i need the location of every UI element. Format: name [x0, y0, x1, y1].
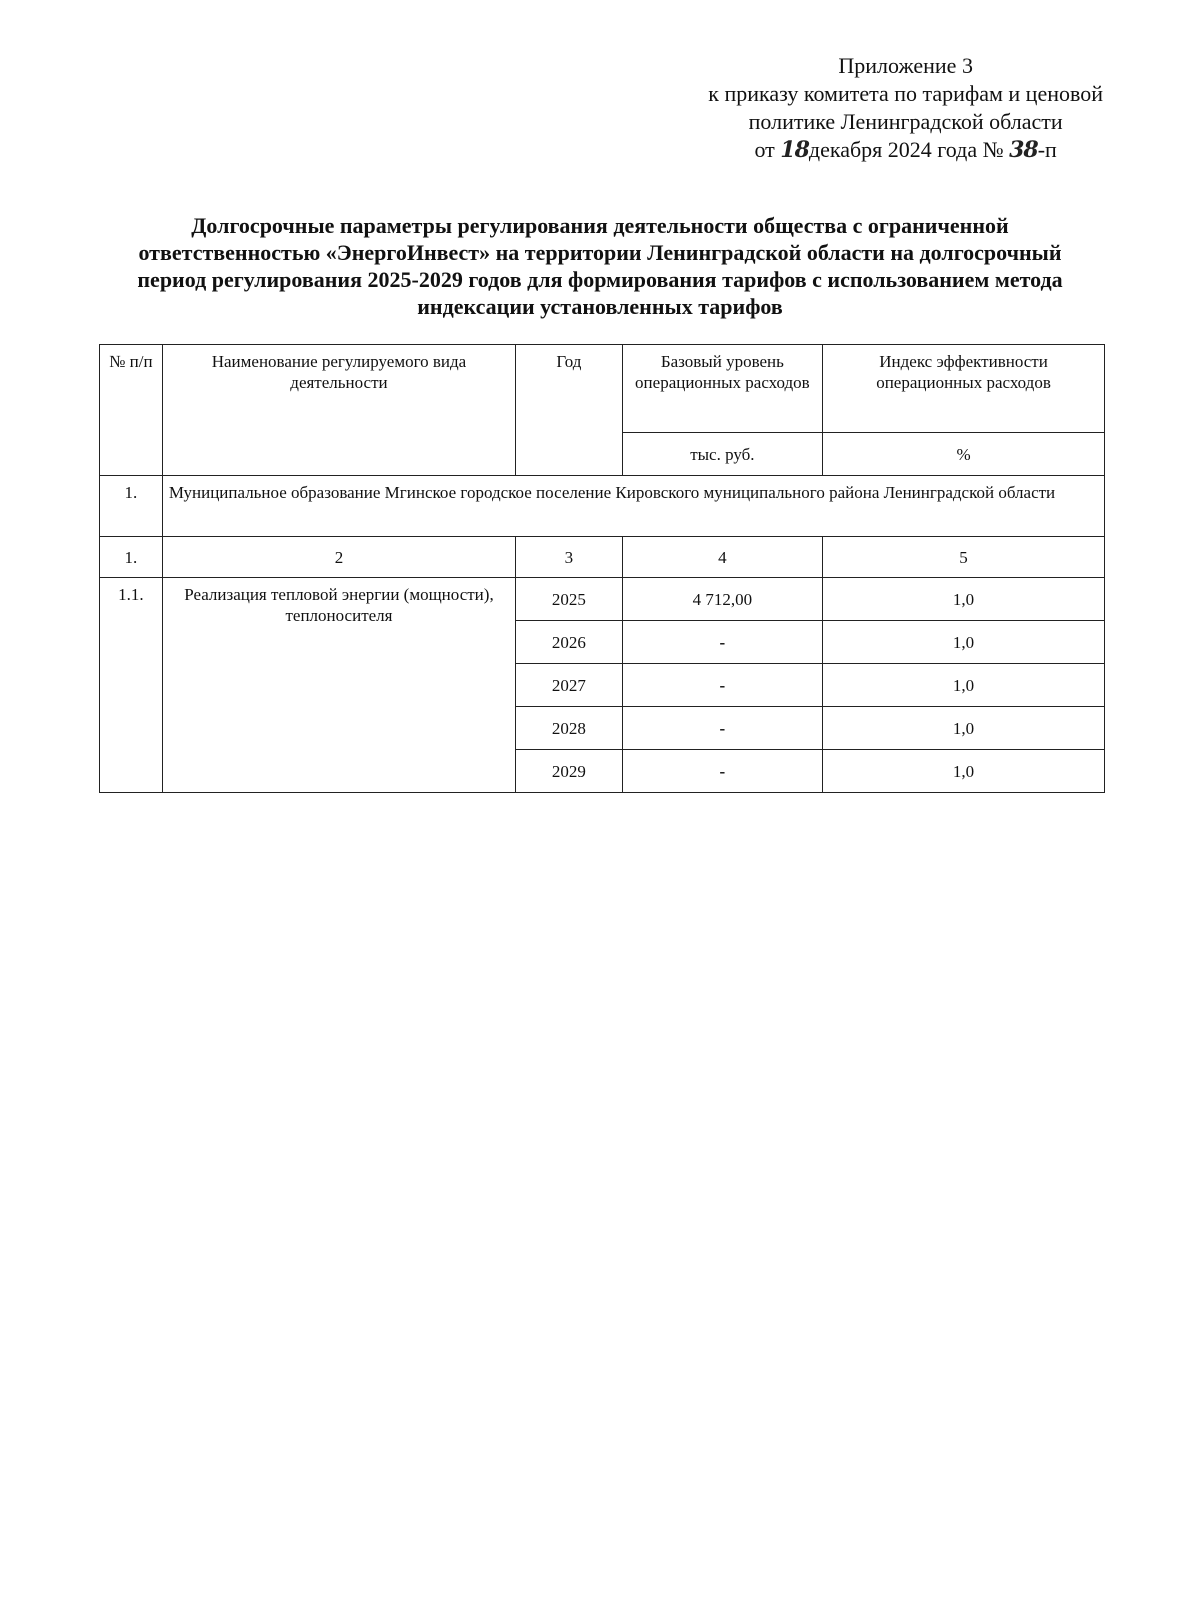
entry-activity: Реализация тепловой энергии (мощности), теплоносителя [162, 578, 515, 793]
index-cell: 1,0 [823, 578, 1105, 621]
header-year: Год [516, 345, 623, 476]
column-number: 3 [516, 537, 623, 578]
municipality-num: 1. [100, 476, 163, 537]
base-level-cell: - [622, 750, 822, 793]
column-number: 1. [100, 537, 163, 578]
attachment-title: Приложение 3 [838, 53, 973, 78]
date-prefix: от [754, 137, 775, 162]
parameters-table [99, 344, 1105, 793]
attachment-line-order: к приказу комитета по тарифам и ценовой [708, 81, 1103, 106]
year-cell: 2026 [516, 621, 623, 664]
handwritten-day: 18 [780, 137, 809, 163]
year-cell: 2025 [516, 578, 623, 621]
index-cell: 1,0 [823, 707, 1105, 750]
order-suffix: -п [1037, 137, 1057, 162]
municipality-name: Муниципальное образование Мгинское городское поселение Кировского муниципального района Ленинградской области [162, 476, 1104, 537]
header-activity: Наименование регулируемого вида деятельности [162, 345, 515, 476]
column-numbers-row [100, 537, 1105, 578]
header-base-level: Базовый уровень операционных расходов [622, 345, 822, 433]
column-number: 5 [823, 537, 1105, 578]
year-cell: 2028 [516, 707, 623, 750]
header-efficiency-index: Индекс эффективности операционных расходов [823, 345, 1105, 433]
attachment-block [708, 52, 1103, 164]
attachment-line-region: политике Ленинградской области [748, 109, 1063, 134]
unit-base-level: тыс. руб. [622, 433, 822, 476]
unit-efficiency-index: % [823, 433, 1105, 476]
index-cell: 1,0 [823, 750, 1105, 793]
column-number: 2 [162, 537, 515, 578]
index-cell: 1,0 [823, 621, 1105, 664]
column-number: 4 [622, 537, 822, 578]
year-cell: 2029 [516, 750, 623, 793]
entry-num: 1.1. [100, 578, 163, 793]
base-level-cell: - [622, 621, 822, 664]
header-num: № п/п [100, 345, 163, 476]
base-level-cell: - [622, 707, 822, 750]
handwritten-order-number: 38 [1009, 137, 1038, 163]
date-middle: декабря 2024 года № [808, 137, 1004, 162]
document-title: Долгосрочные параметры регулирования деятельности общества с ограниченной ответственностью «ЭнергоИнвест» на территории Ленинградской области на долгосрочный период регулирования 2025-2029 годов для формирования тарифов с использованием метода индексации установленных тарифов [137, 213, 1063, 319]
table-row [100, 578, 1105, 621]
year-cell: 2027 [516, 664, 623, 707]
base-level-cell: - [622, 664, 822, 707]
index-cell: 1,0 [823, 664, 1105, 707]
municipality-row [100, 476, 1105, 537]
base-level-cell: 4 712,00 [622, 578, 822, 621]
attachment-date-line [708, 136, 1103, 164]
table-header-row [100, 345, 1105, 433]
